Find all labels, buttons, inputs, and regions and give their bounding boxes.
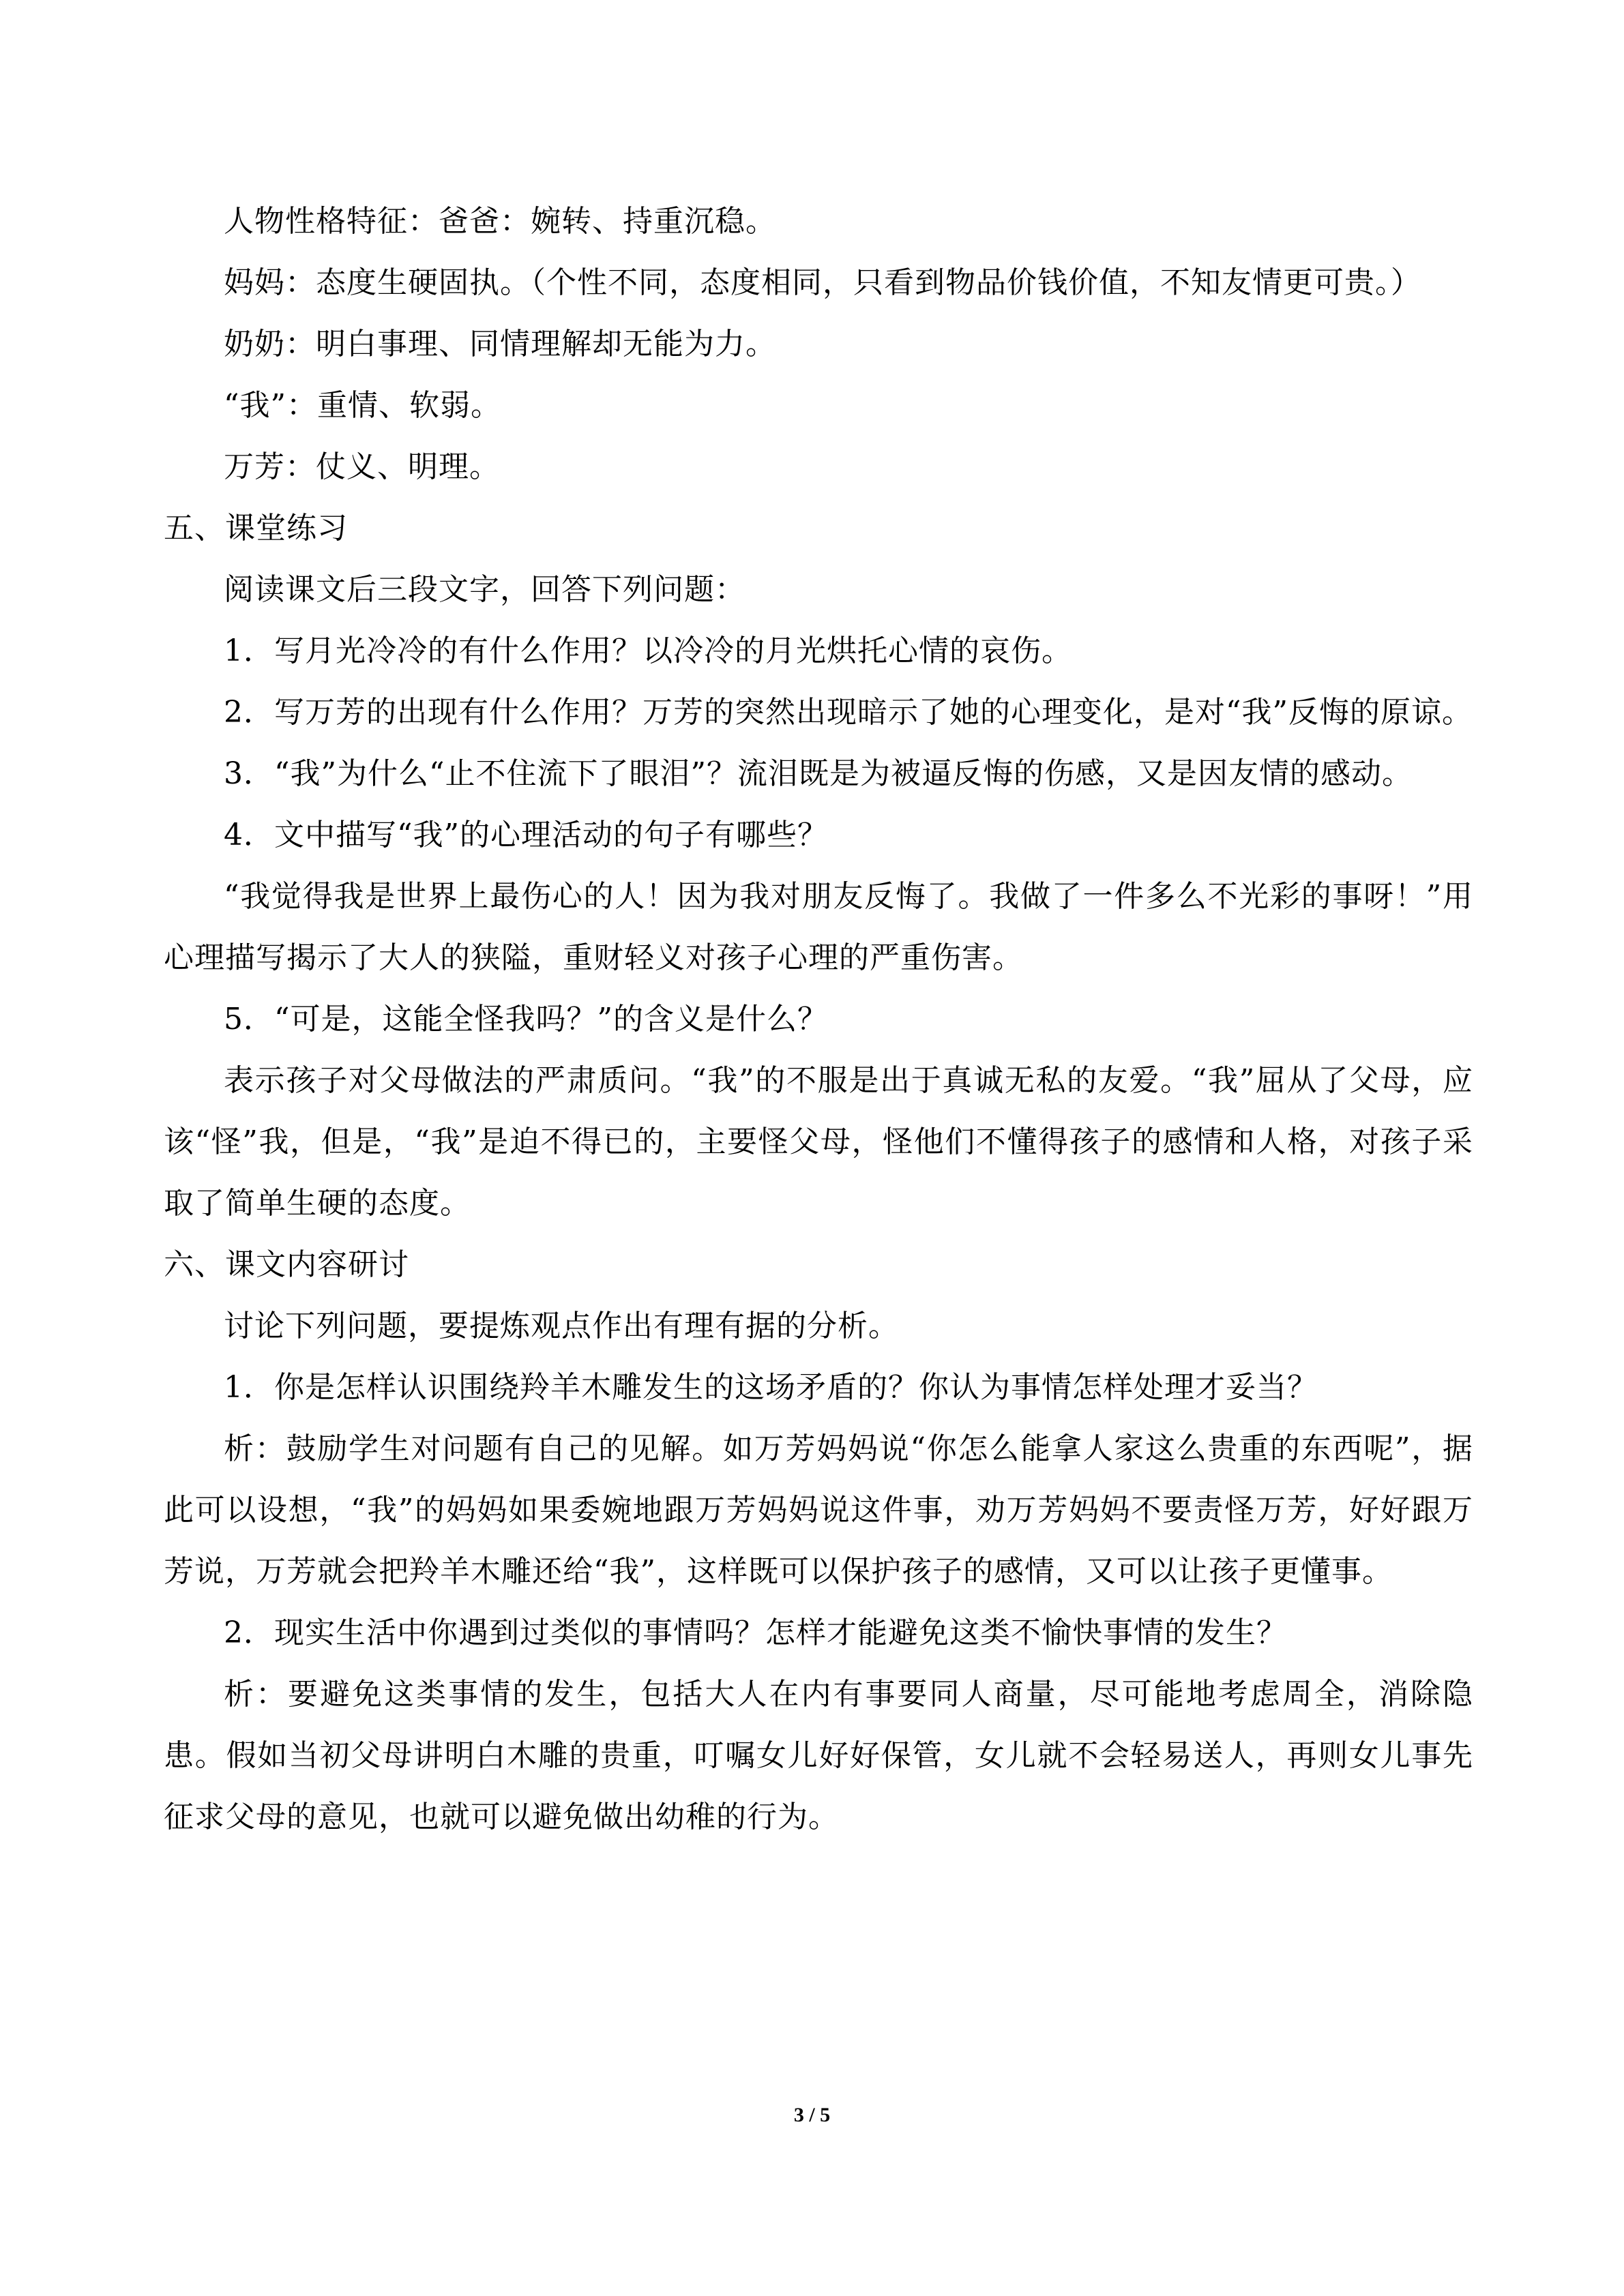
exercise-item: 3．“我”为什么“止不住流下了眼泪”？流泪既是为被逼反悔的伤感，又是因友情的感动。 [224,756,1413,791]
exercise-item: 1．写月光冷冷的有什么作用？以冷冷的月光烘托心情的哀伤。 [224,633,1072,668]
exercise-answer: 表示孩子对父母做法的严肃质问。“我”的不服是出于真诚无私的友爱。“我”屈从了父母，应该“怪”我，但是，“我”是迫不得已的，主要怪父母，怪他们不懂得孩子的感情和人格，对孩子采取了简单生硬的态度。 [164,1063,1473,1221]
exercise-intro: 阅读课文后三段文字，回答下列问题： [224,572,745,607]
discussion-question: 2．现实生活中你遇到过类似的事情吗？怎样才能避免这类不愉快事情的发生？ [224,1615,1287,1650]
discussion-analysis: 析：鼓励学生对问题有自己的见解。如万芳妈妈说“你怎么能拿人家这么贵重的东西呢”，据此可以设想，“我”的妈妈如果委婉地跟万芳妈妈说这件事，劝万芳妈妈不要责怪万芳，好好跟万芳说，万芳就会把羚羊木雕还给“我”，这样既可以保护孩子的感情，又可以让孩子更懂事。 [164,1431,1473,1589]
section-heading-text-discussion: 六、课文内容研讨 [164,1247,409,1282]
section-heading-classroom-exercise: 五、课堂练习 [164,511,348,546]
character-traits-mother: 妈妈：态度生硬固执。（个性不同，态度相同，只看到物品价钱价值，不知友情更可贵。） [224,265,1421,300]
discussion-question: 1．你是怎样认识围绕羚羊木雕发生的这场矛盾的？你认为事情怎样处理才妥当？ [224,1370,1318,1405]
discussion-intro: 讨论下列问题，要提炼观点作出有理有据的分析。 [224,1309,899,1343]
discussion-analysis: 析：要避免这类事情的发生，包括大人在内有事要同人商量，尽可能地考虑周全，消除隐患。假如当初父母讲明白木雕的贵重，叮嘱女儿好好保管，女儿就不会轻易送人，再则女儿事先征求父母的意见，也就可以避免做出幼稚的行为。 [164,1677,1473,1834]
page-number: 3 / 5 [793,2104,831,2126]
exercise-item: 2．写万芳的出现有什么作用？万芳的突然出现暗示了她的心理变化，是对“我”反悔的原谅。 [224,695,1473,730]
document-body [164,191,1473,1848]
character-traits-me: “我”：重情、软弱。 [224,388,501,423]
character-traits-father: 人物性格特征：爸爸：婉转、持重沉稳。 [224,204,776,239]
exercise-item: 4．文中描写“我”的心理活动的句子有哪些？ [224,818,828,852]
character-traits-grandmother: 奶奶：明白事理、同情理解却无能为力。 [224,327,776,361]
character-traits-wanfang: 万芳：仗义、明理。 [224,449,500,484]
exercise-answer: “我觉得我是世界上最伤心的人！因为我对朋友反悔了。我做了一件多么不光彩的事呀！”用心理描写揭示了大人的狭隘，重财轻义对孩子心理的严重伤害。 [164,879,1473,975]
exercise-item: 5．“可是，这能全怪我吗？”的含义是什么？ [224,1002,828,1037]
